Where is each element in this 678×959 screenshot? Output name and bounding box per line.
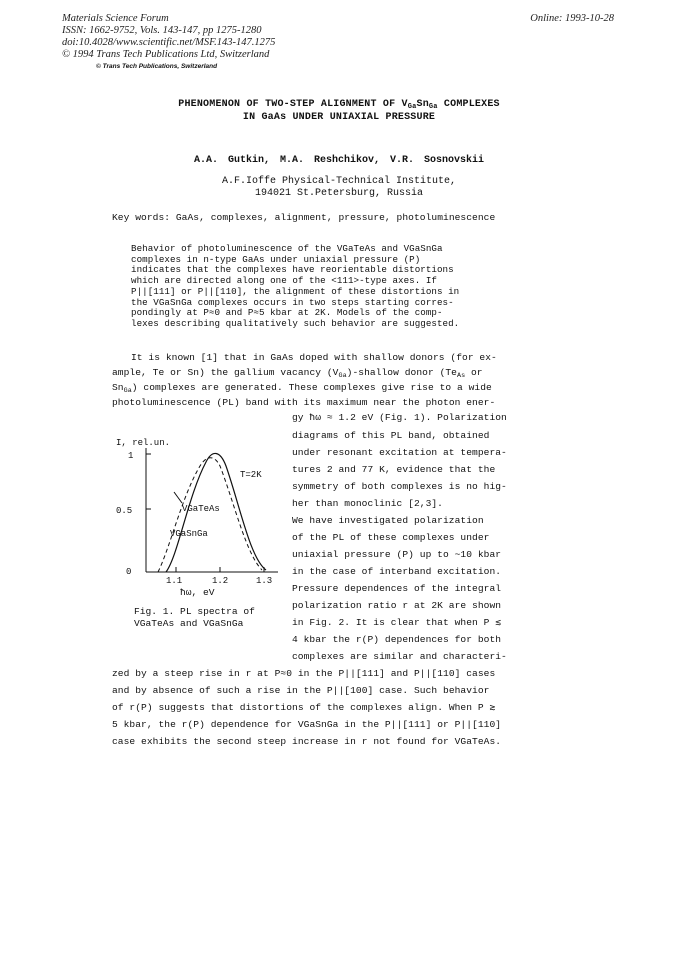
body-line: diagrams of this PL band, obtained [292,430,490,441]
body-line: symmetry of both complexes is no hig- [292,481,507,492]
x-axis-label: ħω, eV [180,587,215,598]
body-line: ample, Te or Sn) the gallium vacancy $(V_{Ga})$-shallow donor ($Te_{As}$ or [112,367,483,380]
abstract-line: Behavior of photoluminescence of the VGaTeAs and VGaSnGa [131,243,443,254]
y-axis-label: I, rel.un. [116,438,171,448]
body-line: $Sn_{Ga}$) complexes are generated. These complexes give rise to a wide [112,382,492,395]
abstract-line: pondingly at P≈0 and P≈5 kbar at 2K. Models of the comp- [131,307,443,318]
body-line: uniaxial pressure (P) up to ~10 kbar [292,549,502,560]
body-line: 4 kbar the r(P) dependences for both [292,634,502,645]
body-line: It is known [1] that in GaAs doped with shallow donors (for ex- [131,352,497,363]
abstract-line: which are directed along one of the <111>-type axes. If [131,275,437,286]
figure-caption-line-2: VGaTeAs and VGaSnGa [134,618,244,629]
body-line: Pressure dependences of the integral [292,583,502,594]
author-list: A.A. Gutkin, M.A. Reshchikov, V.R. Sosnovskii [193,155,485,166]
y-tick-label-1: 1 [128,451,134,461]
title-line-1: PHENOMENON OF TWO-STEP ALIGNMENT OF $V_{Ga}Sn_{Ga}$ COMPLEXES [178,99,500,111]
temperature-label: T=2K [240,470,262,480]
body-line: complexes are similar and characteri- [292,651,507,662]
body-line: case exhibits the second steep increase in r not found for VGaTeAs. [112,736,502,747]
x-tick-label-1-1: 1.1 [166,576,183,586]
body-line: her than monoclinic [2,3]. [292,498,443,509]
abstract-line: lexes describing qualitatively such behavior are suggested. [131,318,460,329]
abstract-line: P||[111] or P||[110], the alignment of these distortions in [131,286,460,297]
figure-caption-line-1: Fig. 1. PL spectra of [134,606,255,617]
leader-line [174,492,182,503]
affiliation-line-1: A.F.Ioffe Physical-Technical Institute, [221,176,457,187]
body-line: photoluminescence (PL) band with its maximum near the photon ener- [112,397,496,408]
issn-line: ISSN: 1662-9752, Vols. 143-147, pp 1275-1280 [62,25,262,36]
journal-name: Materials Science Forum [62,13,169,24]
body-line: in Fig. 2. It is clear that when P ≲ [292,617,502,628]
y-tick-label-0: 0 [126,567,132,577]
abstract-line: the VGaSnGa complexes occurs in two steps starting corres- [131,297,454,308]
body-line: gy ħω ≈ 1.2 eV (Fig. 1). Polarization [292,412,507,423]
body-line: 5 kbar, the r(P) dependence for VGaSnGa in the P||[111] or P||[110] [112,719,502,730]
body-line: polarization ratio r at 2K are shown [292,600,502,611]
curve-label-vga-teas: VGaTeAs [182,504,220,514]
x-tick-label-1-3: 1.3 [256,576,273,586]
body-line: We have investigated polarization [292,515,484,526]
body-line: tures 2 and 77 K, evidence that the [292,464,496,475]
abstract-line: indicates that the complexes have reorientable distortions [131,264,454,275]
figure-1-pl-spectra [116,436,286,586]
abstract-line: complexes in n-type GaAs under uniaxial pressure (P) [131,254,421,265]
citation-header [62,13,275,61]
keywords: Key words: GaAs, complexes, alignment, pressure, photoluminescence [112,212,496,223]
title-line-2: IN GaAs UNDER UNIAXIAL PRESSURE [242,112,436,123]
affiliation-line-2: 194021 St.Petersburg, Russia [254,188,424,199]
x-tick-label-1-2: 1.2 [212,576,229,586]
y-tick-label-0-5: 0.5 [116,506,133,516]
publisher-mark: © Trans Tech Publications, Switzerland [96,63,218,70]
body-line: in the case of interband excitation. [292,566,502,577]
curve-label-vga-snga: VGaSnGa [170,529,208,539]
body-line: of the PL of these complexes under [292,532,490,543]
body-line: zed by a steep rise in r at P≈0 in the P||[111] and P||[110] cases [112,668,496,679]
online-date: Online: 1993-10-28 [530,13,614,24]
body-line: under resonant excitation at tempera- [292,447,507,458]
copyright-line: © 1994 Trans Tech Publications Ltd, Switzerland [62,49,270,60]
doi-line: doi:10.4028/www.scientific.net/MSF.143-147.1275 [62,37,276,48]
body-line: of r(P) suggests that distortions of the complexes align. When P ≳ [112,702,496,713]
body-line: and by absence of such a rise in the P||[100] case. Such behavior [112,685,490,696]
